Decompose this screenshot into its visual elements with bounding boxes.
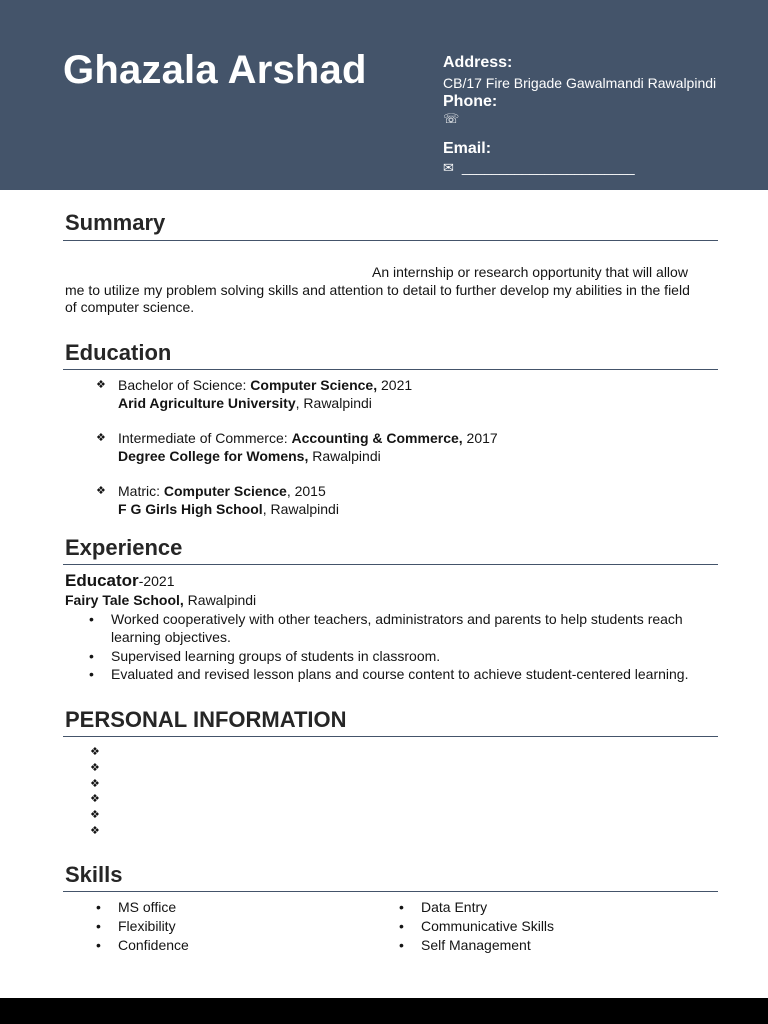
education-year: 2017	[462, 430, 498, 446]
education-item-institution	[118, 447, 381, 465]
header-band	[0, 0, 768, 190]
education-item-institution	[118, 394, 372, 412]
education-degree: Bachelor of Science:	[118, 377, 251, 393]
address-value: CB/17 Fire Brigade Gawalmandi Rawalpindi	[443, 75, 717, 91]
bullet-dot-icon	[89, 665, 94, 683]
education-location: , Rawalpindi	[262, 501, 339, 517]
bullet-dot-icon	[96, 898, 101, 916]
diamond-bullet-icon	[90, 761, 100, 774]
experience-heading: Experience	[65, 535, 183, 560]
experience-bullet	[111, 665, 711, 683]
email-label: Email:	[443, 140, 492, 157]
skill-text: Confidence	[118, 937, 189, 953]
email-value: _______________________	[461, 160, 635, 175]
experience-year: -2021	[138, 573, 175, 589]
experience-bullet	[111, 647, 701, 665]
bullet-dot-icon	[96, 936, 101, 954]
phone-icon	[443, 111, 459, 129]
education-field: Computer Science	[163, 483, 287, 499]
skill-text: Data Entry	[421, 899, 488, 915]
skill-item	[118, 898, 176, 916]
bullet-dot-icon	[89, 647, 94, 665]
email-row	[443, 158, 635, 178]
education-institution: F G Girls High School	[118, 501, 263, 517]
education-field: Accounting & Commerce,	[291, 430, 463, 446]
summary-line: An internship or research opportunity that will allow	[372, 264, 688, 280]
personal-information-list	[90, 743, 390, 838]
diamond-bullet-icon	[90, 824, 100, 837]
experience-rule	[63, 564, 718, 565]
list-item	[90, 790, 390, 806]
experience-role: Educator	[65, 571, 139, 590]
skill-text: MS office	[118, 899, 177, 915]
skill-text: Flexibility	[118, 918, 176, 934]
education-item-institution	[118, 500, 339, 518]
envelope-icon	[443, 160, 454, 178]
education-heading: Education	[65, 340, 172, 365]
education-rule	[63, 369, 718, 370]
education-item-degree	[118, 376, 412, 394]
diamond-bullet-icon	[96, 429, 106, 447]
skill-text: Communicative Skills	[421, 918, 555, 934]
education-item-degree	[118, 482, 326, 500]
diamond-bullet-icon	[90, 792, 100, 805]
bullet-dot-icon	[89, 610, 94, 628]
diamond-bullet-icon	[90, 745, 100, 758]
candidate-name: Ghazala Arshad	[63, 48, 367, 92]
diamond-bullet-icon	[90, 777, 100, 790]
experience-bullet-text: Supervised learning groups of students in classroom.	[111, 648, 441, 664]
bullet-dot-icon	[399, 898, 404, 916]
skill-item	[421, 898, 487, 916]
personal-information-heading: PERSONAL INFORMATION	[65, 707, 347, 732]
education-location: , Rawalpindi	[295, 395, 372, 411]
summary-heading: Summary	[65, 210, 166, 235]
footer-bar	[0, 998, 768, 1024]
education-degree: Matric:	[118, 483, 164, 499]
summary-line: me to utilize my problem solving skills and attention to detail to further develop my abilities in the field	[65, 282, 690, 298]
list-item	[90, 822, 390, 838]
skill-item	[421, 936, 531, 954]
education-institution: Degree College for Womens,	[118, 448, 309, 464]
skill-item	[118, 936, 189, 954]
education-location: Rawalpindi	[308, 448, 381, 464]
list-item	[90, 806, 390, 822]
education-year: , 2015	[286, 483, 326, 499]
experience-bullet-text: Evaluated and revised lesson plans and course content to achieve student-centered learning.	[111, 666, 689, 682]
education-field: Computer Science,	[250, 377, 378, 393]
experience-bullet-text: Worked cooperatively with other teachers, administrators and parents to help students reach learning objectives.	[111, 611, 683, 645]
experience-location: Rawalpindi	[183, 592, 257, 608]
education-year: 2021	[377, 377, 413, 393]
summary-line: of computer science.	[65, 299, 195, 315]
list-item	[90, 759, 390, 775]
list-item	[90, 743, 390, 759]
education-institution: Arid Agriculture University	[118, 395, 296, 411]
education-item-degree	[118, 429, 498, 447]
experience-employer-line	[65, 591, 256, 609]
bullet-dot-icon	[399, 936, 404, 954]
skills-rule	[63, 891, 718, 892]
experience-role-line	[65, 572, 175, 590]
skill-item	[421, 917, 554, 935]
list-item	[90, 775, 390, 791]
diamond-bullet-icon	[90, 808, 100, 821]
education-degree: Intermediate of Commerce:	[118, 430, 292, 446]
skills-heading: Skills	[65, 862, 123, 887]
diamond-bullet-icon	[96, 376, 106, 394]
personal-information-rule	[63, 736, 718, 737]
bullet-dot-icon	[399, 917, 404, 935]
phone-label: Phone:	[443, 93, 498, 110]
skill-text: Self Management	[421, 937, 531, 953]
summary-rule	[63, 240, 718, 241]
skill-item	[118, 917, 176, 935]
phone-row	[443, 109, 459, 129]
diamond-bullet-icon	[96, 482, 106, 500]
bullet-dot-icon	[96, 917, 101, 935]
experience-bullet	[111, 610, 701, 646]
experience-employer: Fairy Tale School,	[65, 592, 184, 608]
address-label: Address:	[443, 54, 513, 71]
